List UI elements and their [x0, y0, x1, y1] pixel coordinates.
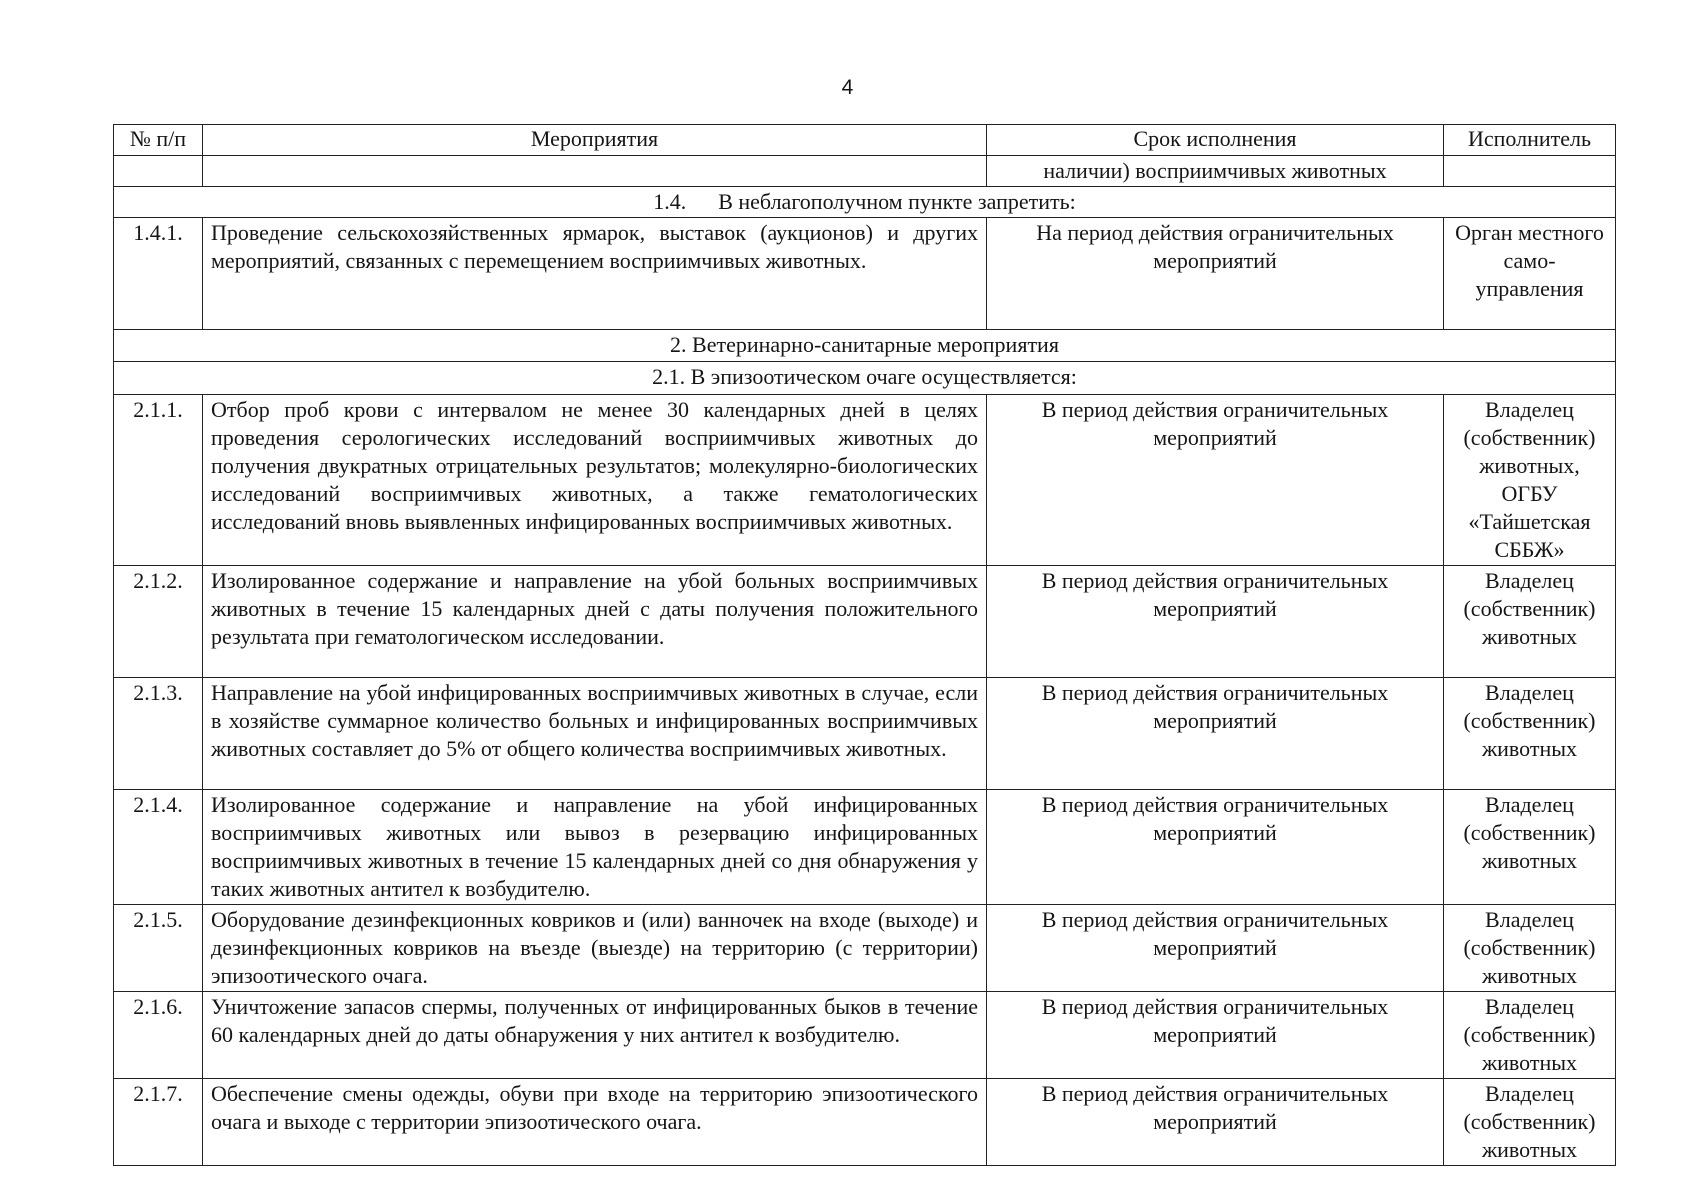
row-executor: Владелец (собственник) животных	[1444, 790, 1616, 905]
row-number: 2.1.1.	[114, 395, 203, 566]
continuation-row	[114, 156, 1616, 187]
row-executor: Орган местного само-управления	[1444, 218, 1616, 330]
row-deadline: В период действия ограничительных мероприятий	[987, 905, 1444, 992]
column-header-num: № п/п	[114, 125, 203, 156]
row-executor: Владелец (собственник) животных	[1444, 905, 1616, 992]
table-row	[114, 678, 1616, 790]
row-deadline: В период действия ограничительных мероприятий	[987, 678, 1444, 790]
row-number: 2.1.5.	[114, 905, 203, 992]
continuation-activity	[203, 156, 987, 187]
row-deadline: В период действия ограничительных мероприятий	[987, 395, 1444, 566]
row-deadline: На период действия ограничительных мероприятий	[987, 218, 1444, 330]
column-header-deadline: Срок исполнения	[987, 125, 1444, 156]
row-activity: Проведение сельскохозяйственных ярмарок, выставок (аукционов) и других мероприятий, связанных с перемещением восприимчивых животных.	[203, 218, 987, 330]
activities-table	[113, 124, 1616, 1166]
table-row	[114, 1079, 1616, 1166]
row-activity: Оборудование дезинфекционных ковриков и (или) ванночек на входе (выходе) и дезинфекционных ковриков на въезде (выезде) на территорию (с территории) эпизоотического очага.	[203, 905, 987, 992]
continuation-executor	[1444, 156, 1616, 187]
subsection-heading-row	[114, 362, 1616, 395]
row-activity: Уничтожение запасов спермы, полученных от инфицированных быков в течение 60 календарных дней до даты обнаружения у них антител к возбудителю.	[203, 992, 987, 1079]
section-heading: 2. Ветеринарно-санитарные мероприятия	[114, 330, 1616, 362]
row-number: 2.1.3.	[114, 678, 203, 790]
table-row	[114, 395, 1616, 566]
row-activity: Обеспечение смены одежды, обуви при входе на территорию эпизоотического очага и выходе с территории эпизоотического очага.	[203, 1079, 987, 1166]
table-row	[114, 566, 1616, 678]
subsection-text: В неблагополучном пункте запретить:	[718, 189, 1076, 214]
row-deadline: В период действия ограничительных мероприятий	[987, 1079, 1444, 1166]
section-heading-row	[114, 330, 1616, 362]
row-number: 2.1.7.	[114, 1079, 203, 1166]
row-executor: Владелец (собственник) животных, ОГБУ «Тайшетская СББЖ»	[1444, 395, 1616, 566]
table-row	[114, 992, 1616, 1079]
page-number: 4	[841, 76, 854, 99]
row-executor: Владелец (собственник) животных	[1444, 1079, 1616, 1166]
table-row	[114, 905, 1616, 992]
table-row	[114, 790, 1616, 905]
subsection-heading: 2.1. В эпизоотическом очаге осуществляется:	[114, 362, 1616, 395]
table-row	[114, 218, 1616, 330]
row-number: 1.4.1.	[114, 218, 203, 330]
subsection-heading	[114, 187, 1616, 218]
row-executor: Владелец (собственник) животных	[1444, 992, 1616, 1079]
row-number: 2.1.6.	[114, 992, 203, 1079]
row-executor: Владелец (собственник) животных	[1444, 678, 1616, 790]
continuation-deadline: наличии) восприимчивых животных	[987, 156, 1444, 187]
subsection-heading-row	[114, 187, 1616, 218]
row-number: 2.1.4.	[114, 790, 203, 905]
row-activity: Изолированное содержание и направление на убой больных восприимчивых животных в течение 15 календарных дней с даты получения положительного результата при гематологическом исследовании.	[203, 566, 987, 678]
row-activity: Изолированное содержание и направление на убой инфицированных восприимчивых животных или вывоз в резервацию инфицированных восприимчивых животных в течение 15 календарных дней со дня обнаружения у таких животных антител к возбудителю.	[203, 790, 987, 905]
row-deadline: В период действия ограничительных мероприятий	[987, 992, 1444, 1079]
row-activity: Отбор проб крови с интервалом не менее 30 календарных дней в целях проведения серологических исследований восприимчивых животных до получения двукратных отрицательных результатов; молекулярно-биологических исследований восприимчивых животных, а также гематологических исследований вновь выявленных инфицированных восприимчивых животных.	[203, 395, 987, 566]
row-executor: Владелец (собственник) животных	[1444, 566, 1616, 678]
row-activity: Направление на убой инфицированных восприимчивых животных в случае, если в хозяйстве суммарное количество больных и инфицированных восприимчивых животных составляет до 5% от общего количества восприимчивых животных.	[203, 678, 987, 790]
column-header-activity: Мероприятия	[203, 125, 987, 156]
table-header-row	[114, 125, 1616, 156]
subsection-number: 1.4.	[653, 189, 687, 214]
row-deadline: В период действия ограничительных мероприятий	[987, 790, 1444, 905]
continuation-num	[114, 156, 203, 187]
row-number: 2.1.2.	[114, 566, 203, 678]
column-header-executor: Исполнитель	[1444, 125, 1616, 156]
row-deadline: В период действия ограничительных мероприятий	[987, 566, 1444, 678]
